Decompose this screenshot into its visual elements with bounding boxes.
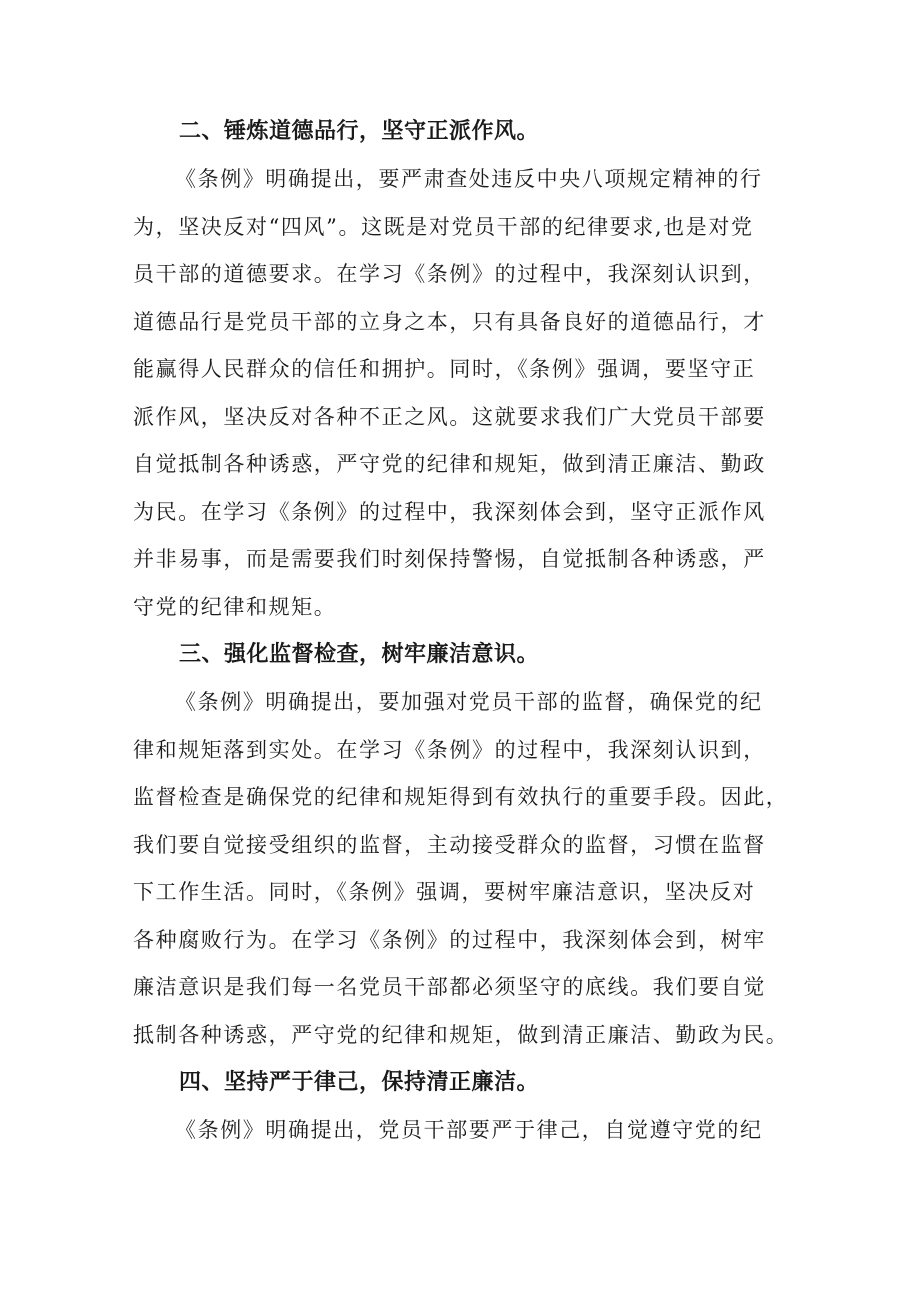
paragraph-line: 道德品行是党员干部的立身之本，只有具备良好的道德品行，才 xyxy=(133,309,766,334)
paragraph-line: 各种腐败行为。在学习《条例》的过程中，我深刻体会到，树牢 xyxy=(133,927,766,952)
paragraph-line: 监督检查是确保党的纪律和规矩得到有效执行的重要手段。因此， xyxy=(133,785,789,809)
section-heading: 二、锤炼道德品行，坚守正派作风。 xyxy=(179,119,540,144)
document-page xyxy=(133,108,795,1155)
paragraph-line: 我们要自觉接受组织的监督，主动接受群众的监督，习惯在监督 xyxy=(133,832,766,857)
paragraph-line: 《条例》明确提出，要严肃查处违反中央八项规定精神的行 xyxy=(175,167,763,191)
paragraph-line: 守党的纪律和规矩。 xyxy=(133,594,337,619)
paragraph-line: 自觉抵制各种诱惑，严守党的纪律和规矩，做到清正廉洁、勤政 xyxy=(133,452,766,476)
paragraph-line: 抵制各种诱惑，严守党的纪律和规矩，做到清正廉洁、勤政为民。 xyxy=(133,1022,789,1047)
paragraph-line: 员干部的道德要求。在学习《条例》的过程中，我深刻认识到， xyxy=(133,262,766,286)
section-paragraph xyxy=(133,679,795,1059)
paragraph-line: 能赢得人民群众的信任和拥护。同时，《条例》强调，要坚守正 xyxy=(133,357,756,381)
paragraph-line: 廉洁意识是我们每一名党员干部都必须坚守的底线。我们要自觉 xyxy=(133,975,766,999)
paragraph-line: 《条例》明确提出，要加强对党员干部的监督，确保党的纪 xyxy=(175,690,763,714)
section-heading: 三、强化监督检查，树牢廉洁意识。 xyxy=(179,642,540,667)
paragraph-line: 为，坚决反对“四风”。这既是对党员干部的纪律要求,也是对党 xyxy=(133,214,754,239)
paragraph-line: 律和规矩落到实处。在学习《条例》的过程中，我深刻认识到， xyxy=(133,737,766,762)
paragraph-line: 并非易事，而是需要我们时刻保持警惕，自觉抵制各种诱惑，严 xyxy=(133,547,766,571)
section-paragraph xyxy=(133,156,795,631)
paragraph-line: 派作风，坚决反对各种不正之风。这就要求我们广大党员干部要 xyxy=(133,404,766,429)
paragraph-line: 《条例》明确提出，党员干部要严于律己，自觉遵守党的纪 xyxy=(175,1118,763,1142)
paragraph-line: 为民。在学习《条例》的过程中，我深刻体会到，坚守正派作风 xyxy=(133,499,766,524)
section-heading: 四、坚持严于律己，保持清正廉洁。 xyxy=(179,1070,540,1095)
paragraph-line: 下工作生活。同时，《条例》强调，要树牢廉洁意识，坚决反对 xyxy=(133,880,756,904)
section-paragraph xyxy=(133,1107,795,1155)
